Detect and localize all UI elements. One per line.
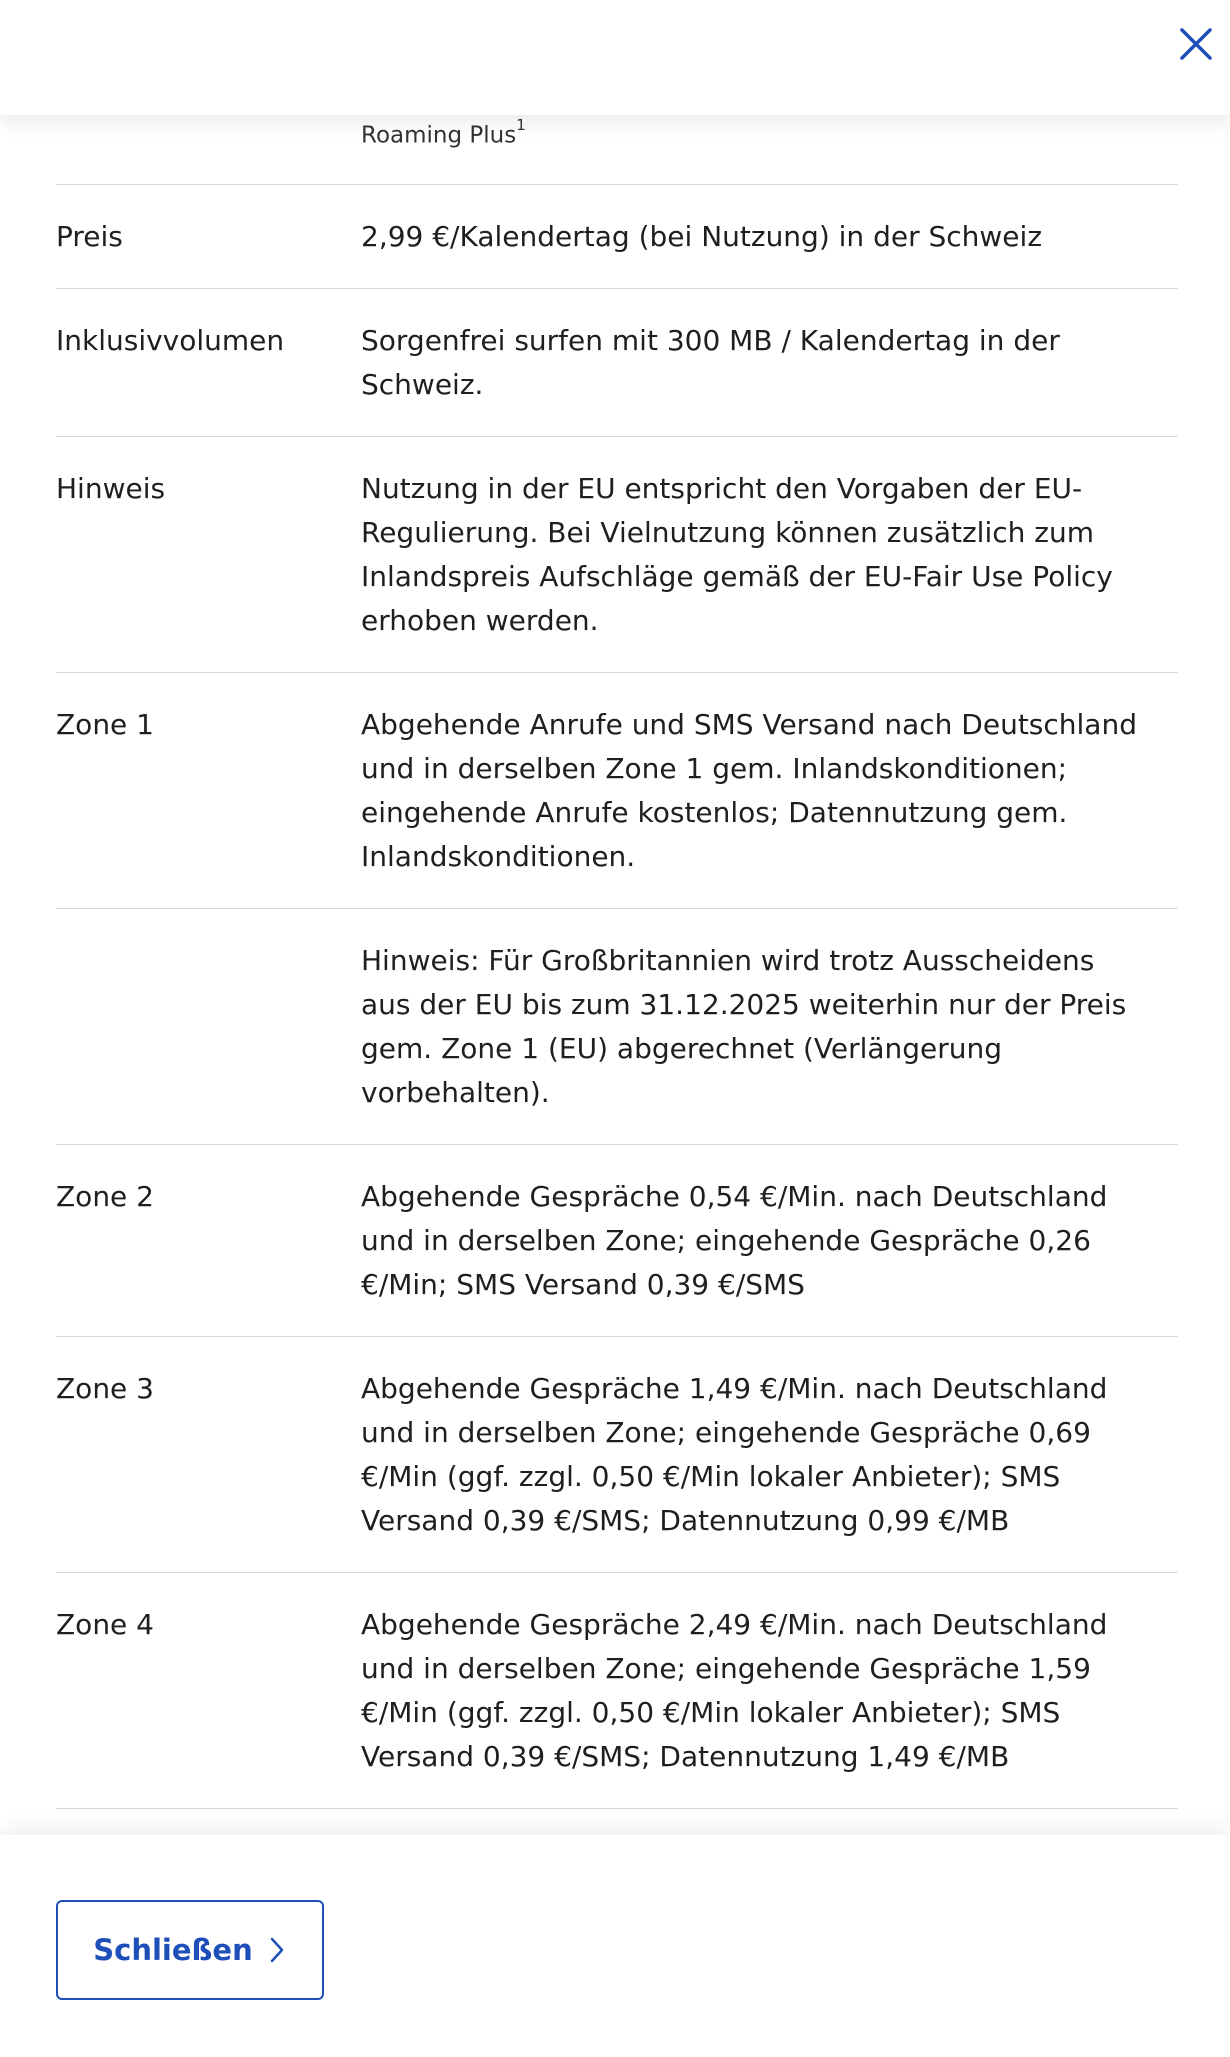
- table-row: [56, 1337, 1178, 1573]
- chevron-right-icon: [267, 1934, 287, 1966]
- row-label: Zone 2: [56, 1180, 154, 1213]
- row-value: Nutzung in der EU entspricht den Vorgaben der EU-Regulierung. Bei Vielnutzung können zusätzlich zum Inlandspreis Aufschläge gemäß der EU-Fair Use Policy erhoben werden.: [361, 472, 1113, 637]
- row-value: Abgehende Gespräche 2,49 €/Min. nach Deutschland und in derselben Zone; eingehende Gespräche 1,59 €/Min (ggf. zzgl. 0,50 €/Min lokaler Anbieter); SMS Versand 0,39 €/SMS; Datennutzung 1,49 €/MB: [361, 1608, 1108, 1773]
- modal-footer: [0, 1835, 1230, 2057]
- close-icon[interactable]: [1172, 20, 1220, 68]
- table-row: [56, 1573, 1178, 1809]
- modal-header: [0, 0, 1230, 115]
- tariff-details-scroll-area[interactable]: [0, 115, 1230, 1850]
- row-label: Zone 4: [56, 1608, 154, 1641]
- table-row: [56, 909, 1178, 1145]
- plan-footnote: 1: [516, 116, 526, 134]
- plan-name-row: [56, 115, 1178, 185]
- table-row: [56, 185, 1178, 289]
- row-label: [56, 939, 361, 1115]
- row-label: Zone 3: [56, 1372, 154, 1405]
- row-label: Hinweis: [56, 472, 166, 505]
- table-row: [56, 437, 1178, 673]
- row-label: Preis: [56, 220, 123, 253]
- plan-name-text: Roaming Plus: [361, 122, 517, 149]
- row-label: Zone 1: [56, 708, 154, 741]
- table-row: [56, 1145, 1178, 1337]
- plan-name: [361, 116, 526, 149]
- table-row: [56, 673, 1178, 909]
- row-label: Inklusivvolumen: [56, 324, 285, 357]
- table-row: [56, 289, 1178, 437]
- close-button-label: Schließen: [93, 1933, 253, 1967]
- tariff-details-table: [56, 115, 1178, 1809]
- row-value: Abgehende Gespräche 1,49 €/Min. nach Deutschland und in derselben Zone; eingehende Gespräche 0,69 €/Min (ggf. zzgl. 0,50 €/Min lokaler Anbieter); SMS Versand 0,39 €/SMS; Datennutzung 0,99 €/MB: [361, 1372, 1108, 1537]
- row-value: Abgehende Gespräche 0,54 €/Min. nach Deutschland und in derselben Zone; eingehende Gespräche 0,26 €/Min; SMS Versand 0,39 €/SMS: [361, 1180, 1108, 1301]
- row-value: 2,99 €/Kalendertag (bei Nutzung) in der Schweiz: [361, 220, 1043, 253]
- close-button[interactable]: [56, 1900, 324, 2000]
- row-value: Hinweis: Für Großbritannien wird trotz Ausscheidens aus der EU bis zum 31.12.2025 weiterhin nur der Preis gem. Zone 1 (EU) abgerechnet (Verlängerung vorbehalten).: [361, 944, 1127, 1109]
- row-value: Abgehende Anrufe und SMS Versand nach Deutschland und in derselben Zone 1 gem. Inlandskonditionen; eingehende Anrufe kostenlos; Datennutzung gem. Inlandskonditionen.: [361, 708, 1137, 873]
- row-value: Sorgenfrei surfen mit 300 MB / Kalendertag in der Schweiz.: [361, 324, 1060, 401]
